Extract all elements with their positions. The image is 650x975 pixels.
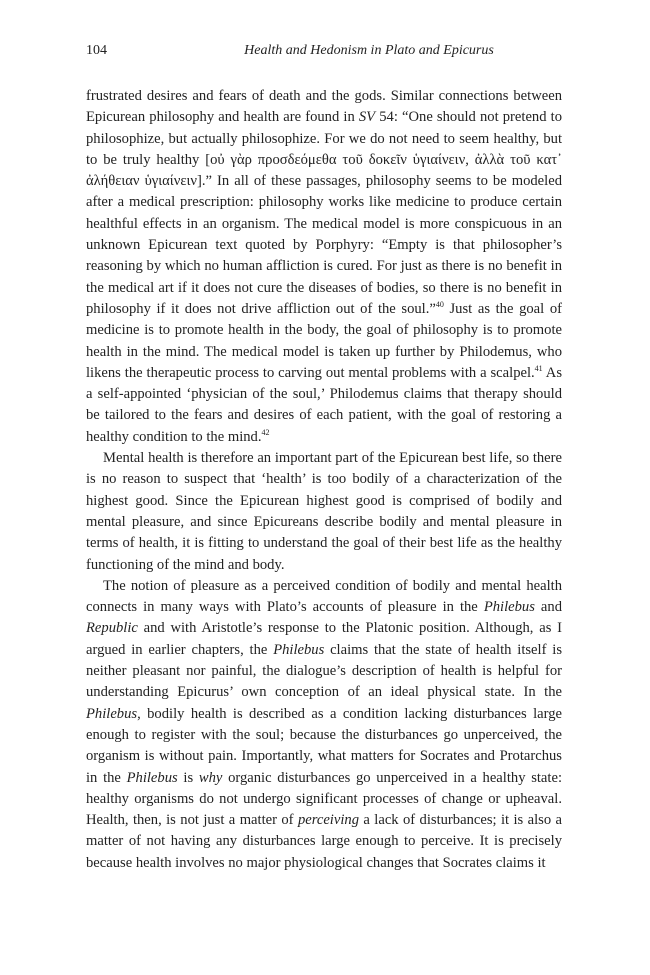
italic-text: Republic [86, 620, 138, 637]
text-run: Mental health is therefore an important part of the Epicurean best life, so there is no reason to suspect that ‘health’ is too bodily of a characterization of the highest good. Since the Epicurean highest good is comprised of bodily and mental pleasure, and since Epicureans describe bodily and mental pleasure in terms of health, it is fitting to understand the goal of their best life as the healthy functioning of the mind and body. [86, 450, 562, 573]
italic-text: why [198, 769, 223, 786]
text-run: claims that the state of health itself is neither pleasant nor painful, the dialogue’s description of health is helpful for understanding Epicurus’ own conception of an ideal physical state. In the [86, 641, 562, 701]
italic-text: Philebus [86, 705, 138, 722]
footnote-reference: 42 [261, 427, 270, 437]
text-run: As a self-appointed ‘physician of the soul,’ Philodemus claims that therapy should be tailored to the fears and desires of each patient, with the goal of restoring a healthy condition to the mind. [86, 364, 562, 445]
footnote-reference: 41 [534, 364, 543, 373]
text-run: frustrated desires and fears of death and the gods. Similar connections between Epicurean philosophy and health are found in [86, 88, 562, 126]
text-run: Just as the goal of medicine is to promote health in the body, the goal of philosophy is to promote health in the mind. The medical model is taken up further by Philodemus, who likens the therapeutic process to carving out mental problems with a scalpel. [86, 300, 562, 381]
italic-text: Philebus [273, 641, 325, 658]
paragraph [86, 576, 562, 874]
italic-text: Philebus [126, 769, 178, 786]
body-text [86, 86, 562, 874]
running-title: Health and Hedonism in Plato and Epicurus [244, 43, 494, 58]
text-run: , bodily health is described as a condition lacking disturbances large enough to register with the soul; because the disturbances go unperceived, the organism is without pain. Importantly, what matters for Socrates and Protarchus in the [86, 705, 562, 786]
italic-text: SV [358, 109, 376, 126]
text-run: and with Aristotle’s response to the Platonic position. Although, as I argued in earlier chapters, the [86, 620, 562, 658]
text-run: a lack of disturbances; it is also a matter of not having any disturbances large enough to perceive. It is precisely because health involves no major physiological changes that Socrates claims it [86, 812, 562, 871]
text-run: and [534, 599, 562, 616]
page-number: 104 [86, 43, 107, 58]
italic-text: Philebus [483, 599, 535, 616]
italic-text: perceiving [297, 812, 359, 829]
text-run: 54: “One should not pretend to philosophize, but actually philosophize. For we do not need to seem healthy, but to be truly healthy [οὐ γὰρ προσδεόμεθα τοῦ δοκεῖν ὑγιαίνειν, ἀλλὰ τοῦ κατ᾽ ἀλήθειαν ὑγιαίνειν].” In all of these passages, philosophy seems to be modeled after a medical prescription: philosophy works like medicine to produce certain healthful effects in an organism. The medical model is more conspicuous in an unknown Epicurean text quoted by Porphyry: “Empty is that philosopher’s reasoning by which no human affliction is cured. For just as there is no benefit in the medical art if it does not cure the diseases of bodies, so there is no benefit in philosophy if it does not drive affliction out of the soul.” [86, 109, 562, 317]
running-head [86, 43, 562, 63]
paragraph [86, 86, 562, 448]
text-run: is [177, 769, 199, 786]
footnote-reference: 40 [435, 300, 444, 310]
text-run: The notion of pleasure as a perceived condition of bodily and mental health connects in many ways with Plato’s accounts of pleasure in the [86, 577, 562, 616]
paragraph [86, 448, 562, 576]
text-run: organic disturbances go unperceived in a healthy state: healthy organisms do not undergo significant processes of change or upheaval. Health, then, is not just a matter of [86, 769, 563, 829]
